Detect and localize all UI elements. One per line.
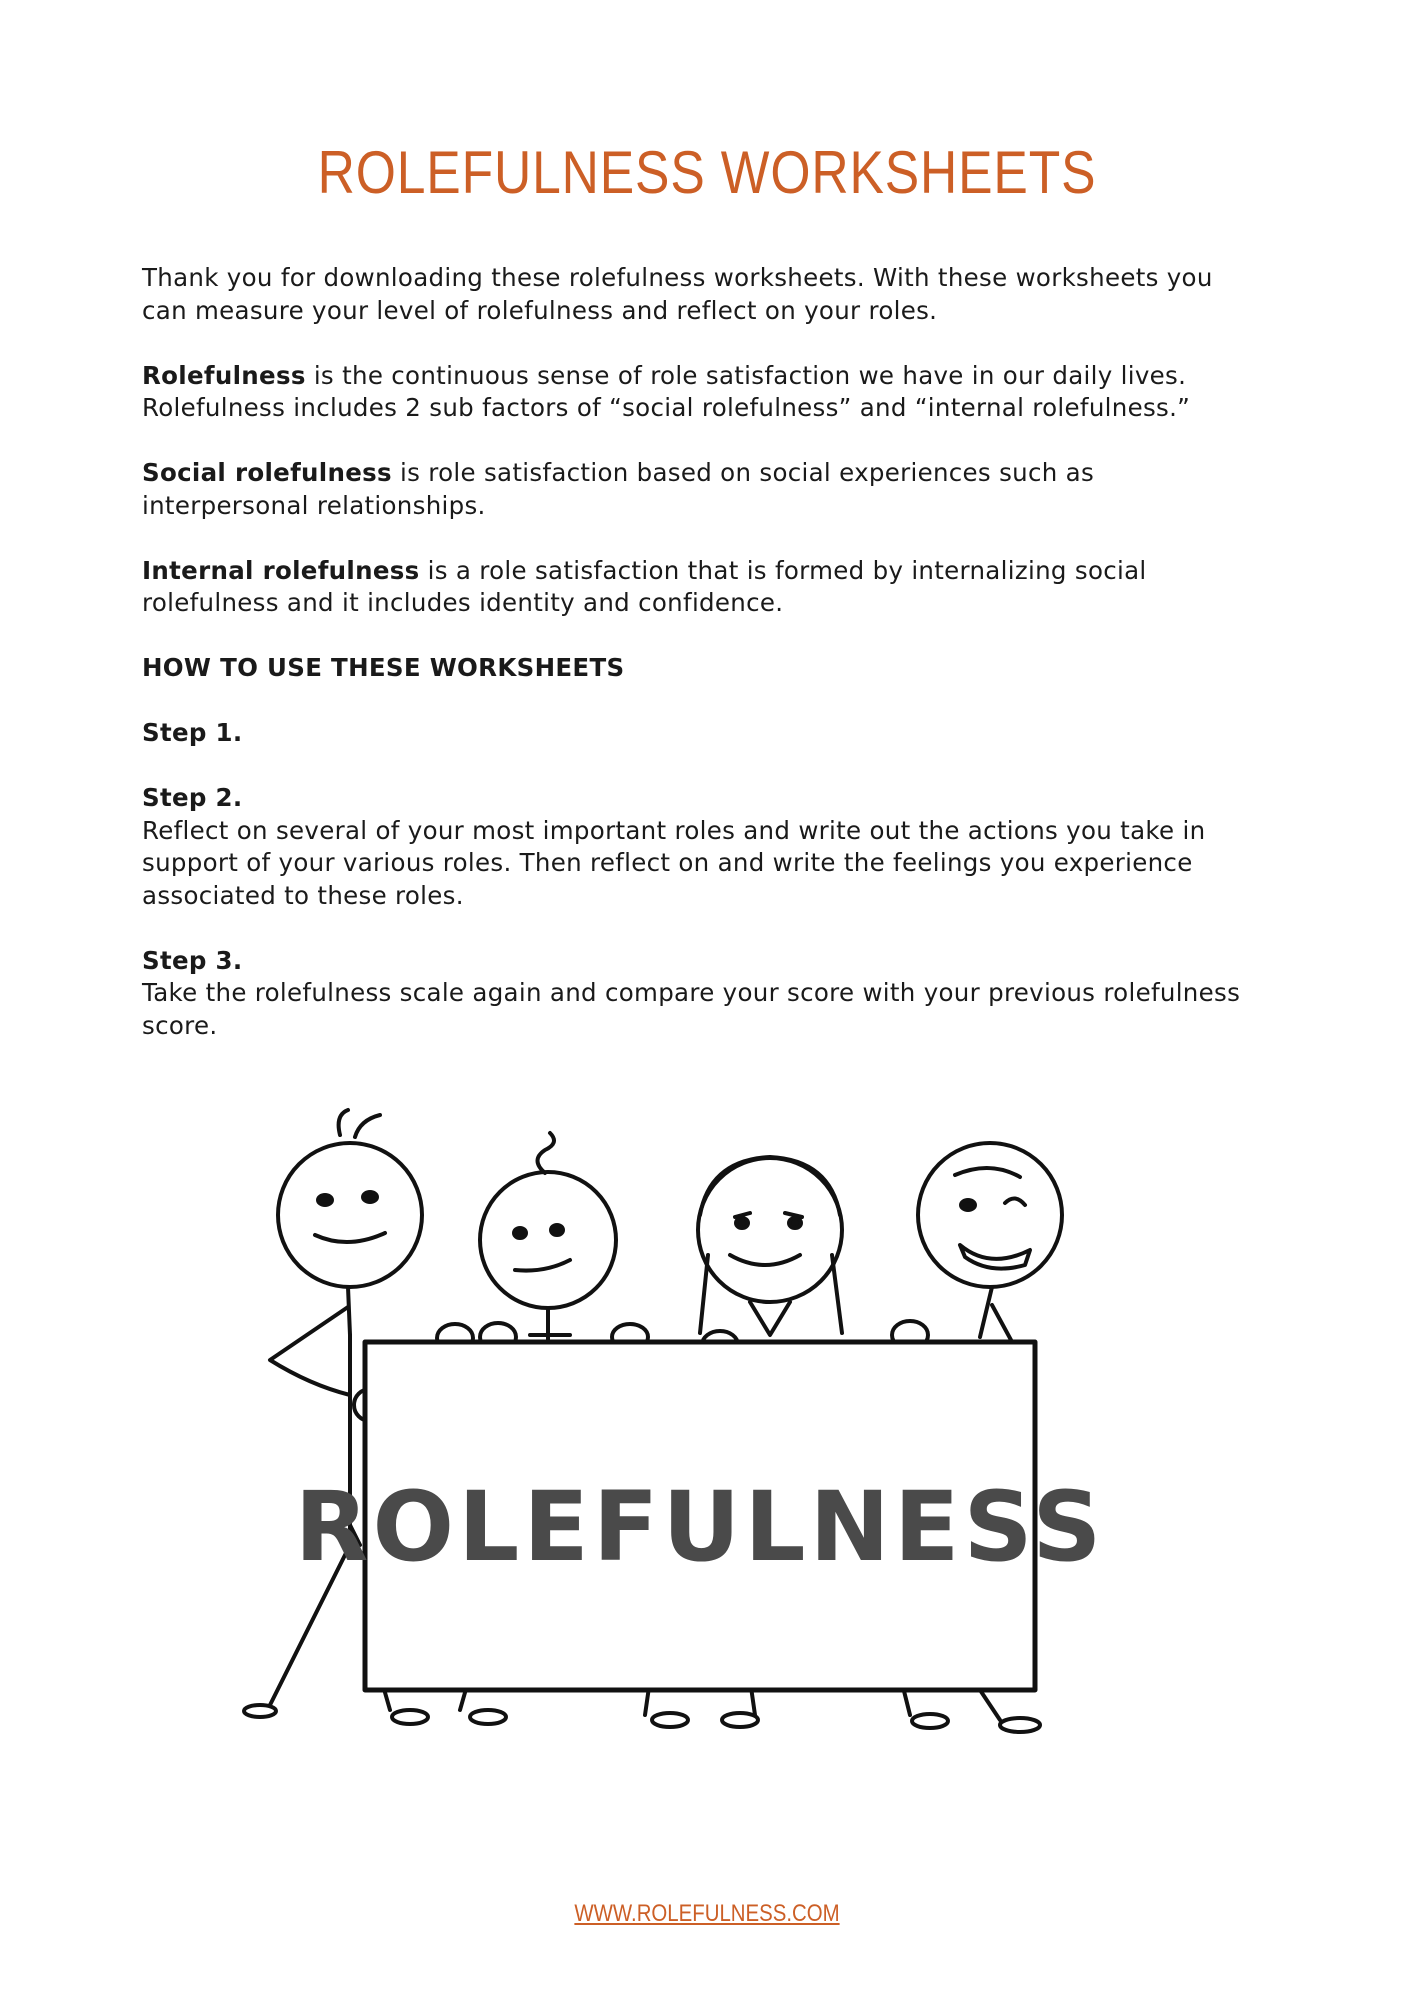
intro-paragraph: Thank you for downloading these rolefulness worksheets. With these worksheets you can measure your level of rolefulness and reflect on your roles. [142,263,1213,325]
page-title: ROLEFULNESS WORKSHEETS [317,139,1097,206]
definition-internal-rolefulness [142,555,1252,620]
definition-term: Rolefulness [142,360,306,390]
definition-term: Social rolefulness [142,458,392,487]
step-label: Step 3. [142,945,243,975]
step-text: Take the rolefulness scale again and compare your score with your previous rolefulness score. [142,978,1241,1040]
howto-heading [142,652,1252,685]
definition-text: is role satisfaction based on social experiences such as interpersonal relationships. [142,458,1095,520]
definition-text: is a role satisfaction that is formed by internalizing social rolefulness and it includes identity and confidence. [142,555,1147,617]
body-content [142,262,1252,1075]
step-1 [142,717,1252,750]
step-label: Step 2. [142,783,243,812]
definition-social-rolefulness [142,457,1252,522]
step-text: Reflect on several of your most important roles and write out the actions you take in support of your various roles. Then reflect on and write the feelings you experience associated to these roles. [142,815,1206,910]
howto-heading-text: HOW TO USE THESE WORKSHEETS [142,653,625,682]
step-label: Step 1. [142,718,243,747]
definition-term: Internal rolefulness [142,555,420,585]
definition-text: is the continuous sense of role satisfaction we have in our daily lives. Rolefulness includes 2 sub factors of “social rolefulness” and “internal rolefulness.” [142,360,1191,422]
definition-rolefulness [142,360,1252,425]
sign-word: ROLEFULNESS [294,1471,1106,1583]
step-2 [142,782,1252,912]
website-link[interactable]: WWW.ROLEFULNESS.COM [574,1900,840,1927]
stick-figures-illustration [230,1105,1130,1765]
step-3 [142,945,1252,1043]
